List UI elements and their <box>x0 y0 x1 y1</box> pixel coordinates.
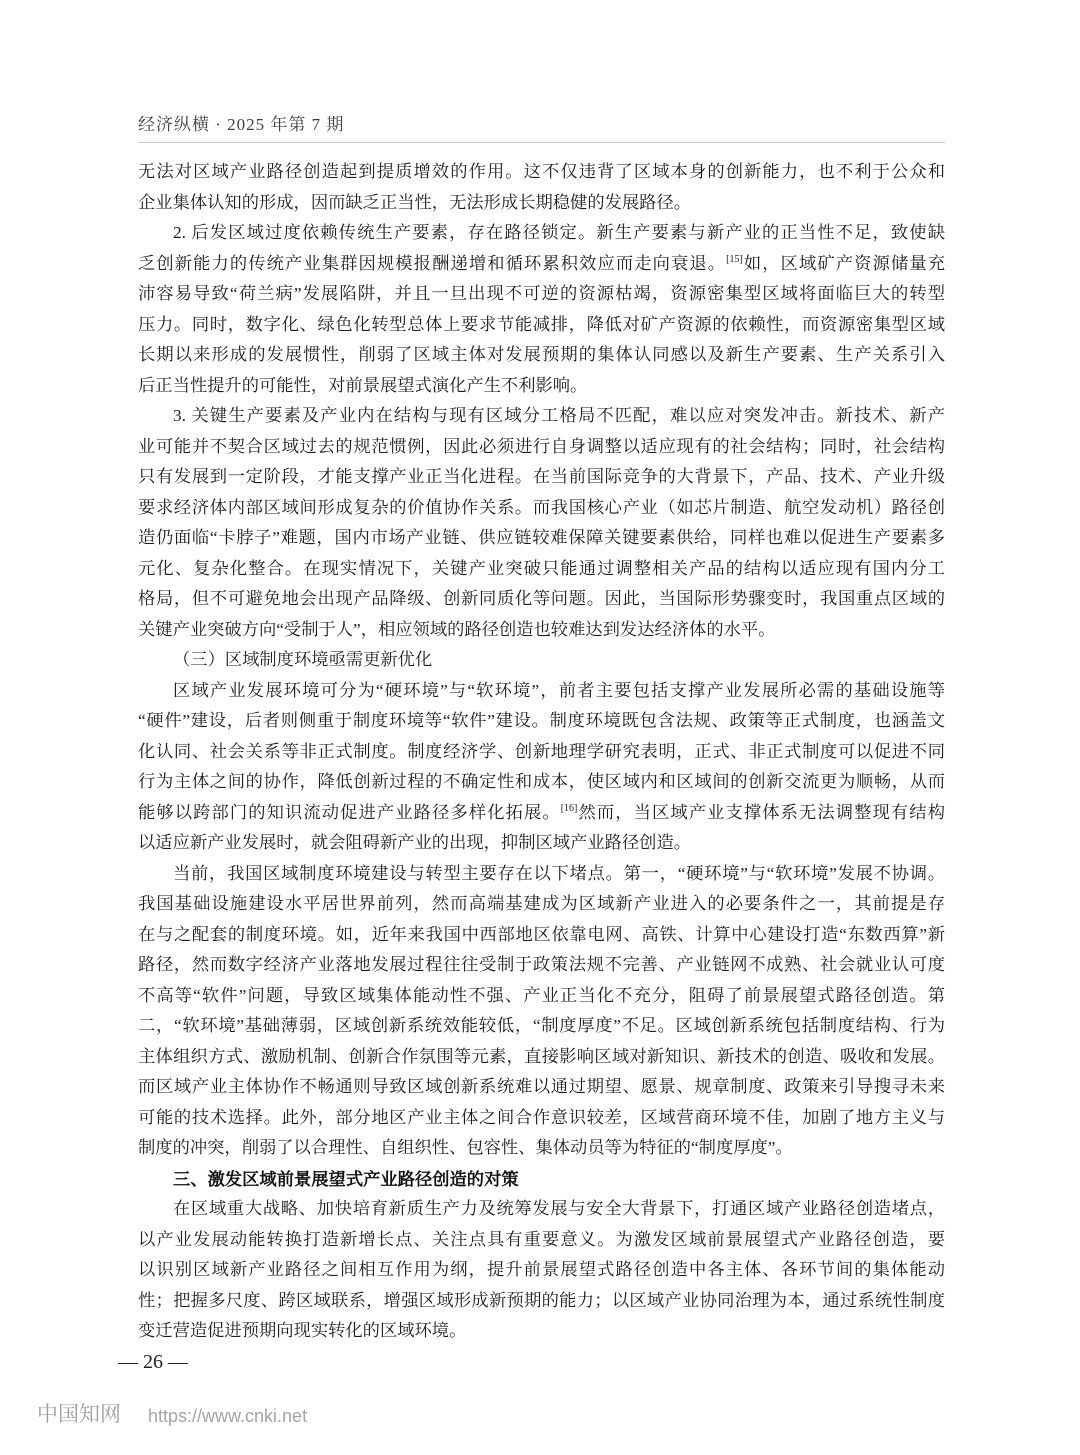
article-paragraph <box>138 859 945 1164</box>
header-rule <box>138 142 945 143</box>
running-header: 经济纵横 · 2025 年第 7 期 <box>138 115 345 134</box>
article-paragraph <box>138 1194 945 1347</box>
text-line: 化认同、社会关系等非正式制度。制度经济学、创新地理学研究表明，正式、非正式制度可以促进不同 <box>138 741 945 761</box>
text-segment: 如，区域矿产资源储量充 <box>742 253 945 273</box>
text-line: 制度的冲突，削弱了以合理性、自组织性、包容性、集体动员等为特征的“制度厚度”。 <box>138 1138 793 1157</box>
article-body <box>138 157 945 1347</box>
text-line: 要求经济体内部区域间形成复杂的价值协作关系。而我国核心产业（如芯片制造、航空发动机）路径创 <box>138 497 945 517</box>
text-segment: 乏创新能力的传统产业集群因规模报酬递增和循环累积效应而走向衰退。 <box>138 253 727 273</box>
text-line: 以识别区域新产业路径之间相互作用为纲，提升前景展望式路径创造中各主体、各环节间的集体能动 <box>138 1260 945 1279</box>
text-line: 3. 关键生产要素及产业内在结构与现有区域分工格局不匹配，难以应对突发冲击。新技术、新产 <box>173 406 945 425</box>
page-number: — 26 — <box>118 1351 188 1373</box>
text-line <box>138 798 945 829</box>
text-line: 以产业发展动能转换打造新增长点、关注点具有重要意义。为激发区域前景展望式产业路径创造，要 <box>138 1229 945 1249</box>
text-line: 路径，然而数字经济产业落地发展过程往往受制于政策法规不完善、产业链网不成熟、社会就业认可度 <box>138 955 945 974</box>
text-line: 后正当性提升的可能性，对前景展望式演化产生不利影响。 <box>138 375 588 395</box>
text-line: 性；把握多尺度、跨区域联系，增强区域形成新预期的能力；以区域产业协同治理为本，通过系统性制度 <box>138 1290 945 1310</box>
section-heading: 三、激发区域前景展望式产业路径创造的对策 <box>173 1168 519 1189</box>
watermark-brand: 中国知网 <box>37 1403 121 1426</box>
text-line: 企业集体认知的形成，因而缺乏正当性，无法形成长期稳健的发展路径。 <box>138 192 692 212</box>
text-line: 在与之配套的制度环境。如，近年来我国中西部地区依靠电网、高铁、计算中心建设打造“东数西算”新 <box>138 924 945 944</box>
text-line: 行为主体之间的协作，降低创新过程的不确定性和成本，使区域内和区域间的创新交流更为顺畅，从而 <box>138 772 945 791</box>
citation-ref: [15] <box>726 253 743 265</box>
text-line: 主体组织方式、激励机制、创新合作氛围等元素，直接影响区域对新知识、新技术的创造、吸收和发展。 <box>138 1046 945 1066</box>
text-line: 我国基础设施建设水平居世界前列，然而高端基建成为区域新产业进入的必要条件之一，其前提是存 <box>138 894 945 913</box>
article-paragraph <box>138 218 945 401</box>
text-line: 长期以来形成的发展惯性，削弱了区域主体对发展预期的集体认同感以及新生产要素、生产关系引入 <box>138 345 945 364</box>
text-line: 压力。同时，数字化、绿色化转型总体上要求节能减排，降低对矿产资源的依赖性，而资源密集型区域 <box>138 314 945 334</box>
text-segment: 然而，当区域产业支撑体系无法调整现有结构 <box>577 802 945 822</box>
text-line: 不高等“软件”问题，导致区域集体能动性不强、产业正当化不充分，阻碍了前景展望式路径创造。第 <box>138 985 945 1005</box>
text-line: 以适应新产业发展时，就会阻碍新产业的出现，抑制区域产业路径创造。 <box>138 833 692 852</box>
text-line: 业可能并不契合区域过去的规范惯例，因此必须进行自身调整以适应现有的社会结构；同时，社会结构 <box>138 436 945 456</box>
article-paragraph <box>138 157 945 218</box>
text-line: 区域产业发展环境可分为“硬环境”与“软环境”，前者主要包括支撑产业发展所必需的基础设施等 <box>173 680 945 700</box>
citation-ref: [16] <box>560 802 578 814</box>
text-segment: 能够以跨部门的知识流动促进产业路径多样化拓展。 <box>138 802 561 822</box>
text-line: 变迁营造促进预期向现实转化的区域环境。 <box>138 1321 467 1340</box>
text-line: 无法对区域产业路径创造起到提质增效的作用。这不仅违背了区域本身的创新能力，也不利于公众和 <box>138 162 945 181</box>
watermark-url: https://www.cnki.net <box>148 1406 308 1426</box>
text-line: 沛容易导致“荷兰病”发展陷阱，并且一旦出现不可逆的资源枯竭，资源密集型区域将面临巨大的转型 <box>138 284 945 303</box>
text-line: 在区域重大战略、加快培育新质生产力及统筹发展与安全大背景下，打通区域产业路径创造堵点， <box>173 1199 945 1218</box>
section-subheading: （三）区域制度环境亟需更新优化 <box>173 650 433 669</box>
article-paragraph <box>138 401 945 645</box>
article-paragraph <box>138 676 945 859</box>
text-line: 可能的技术选择。此外，部分地区产业主体之间合作意识较差，区域营商环境不佳，加剧了地方主义与 <box>138 1107 945 1127</box>
text-line: 关键产业突破方向“受制于人”，相应领域的路径创造也较难达到发达经济体的水平。 <box>138 619 776 639</box>
text-line: 格局，但不可避免地会出现产品降级、创新同质化等问题。因此，当国际形势骤变时，我国重点区域的 <box>138 589 945 608</box>
text-line: 元化、复杂化整合。在现实情况下，关键产业突破只能通过调整相关产品的结构以适应现有国内分工 <box>138 558 945 578</box>
text-line <box>138 249 945 280</box>
text-line: 而区域产业主体协作不畅通则导致区域创新系统难以通过期望、愿景、规章制度、政策来引导搜寻未来 <box>138 1077 945 1096</box>
text-line: 二，“软环境”基础薄弱，区域创新系统效能较低，“制度厚度”不足。区域创新系统包括制度结构、行为 <box>138 1016 945 1035</box>
text-line: 只有发展到一定阶段，才能支撑产业正当化进程。在当前国际竞争的大背景下，产品、技术、产业升级 <box>138 467 945 486</box>
text-line: 造仍面临“卡脖子”难题，国内市场产业链、供应链较难保障关键要素供给，同样也难以促进生产要素多 <box>138 528 945 547</box>
text-line: “硬件”建设，后者则侧重于制度环境等“软件”建设。制度环境既包含法规、政策等正式制度，也涵盖文 <box>138 711 945 730</box>
text-line: 当前，我国区域制度环境建设与转型主要存在以下堵点。第一，“硬环境”与“软环境”发展不协调。 <box>173 863 945 883</box>
text-line: 2. 后发区域过度依赖传统生产要素，存在路径锁定。新生产要素与新产业的正当性不足，致使缺 <box>173 223 945 242</box>
